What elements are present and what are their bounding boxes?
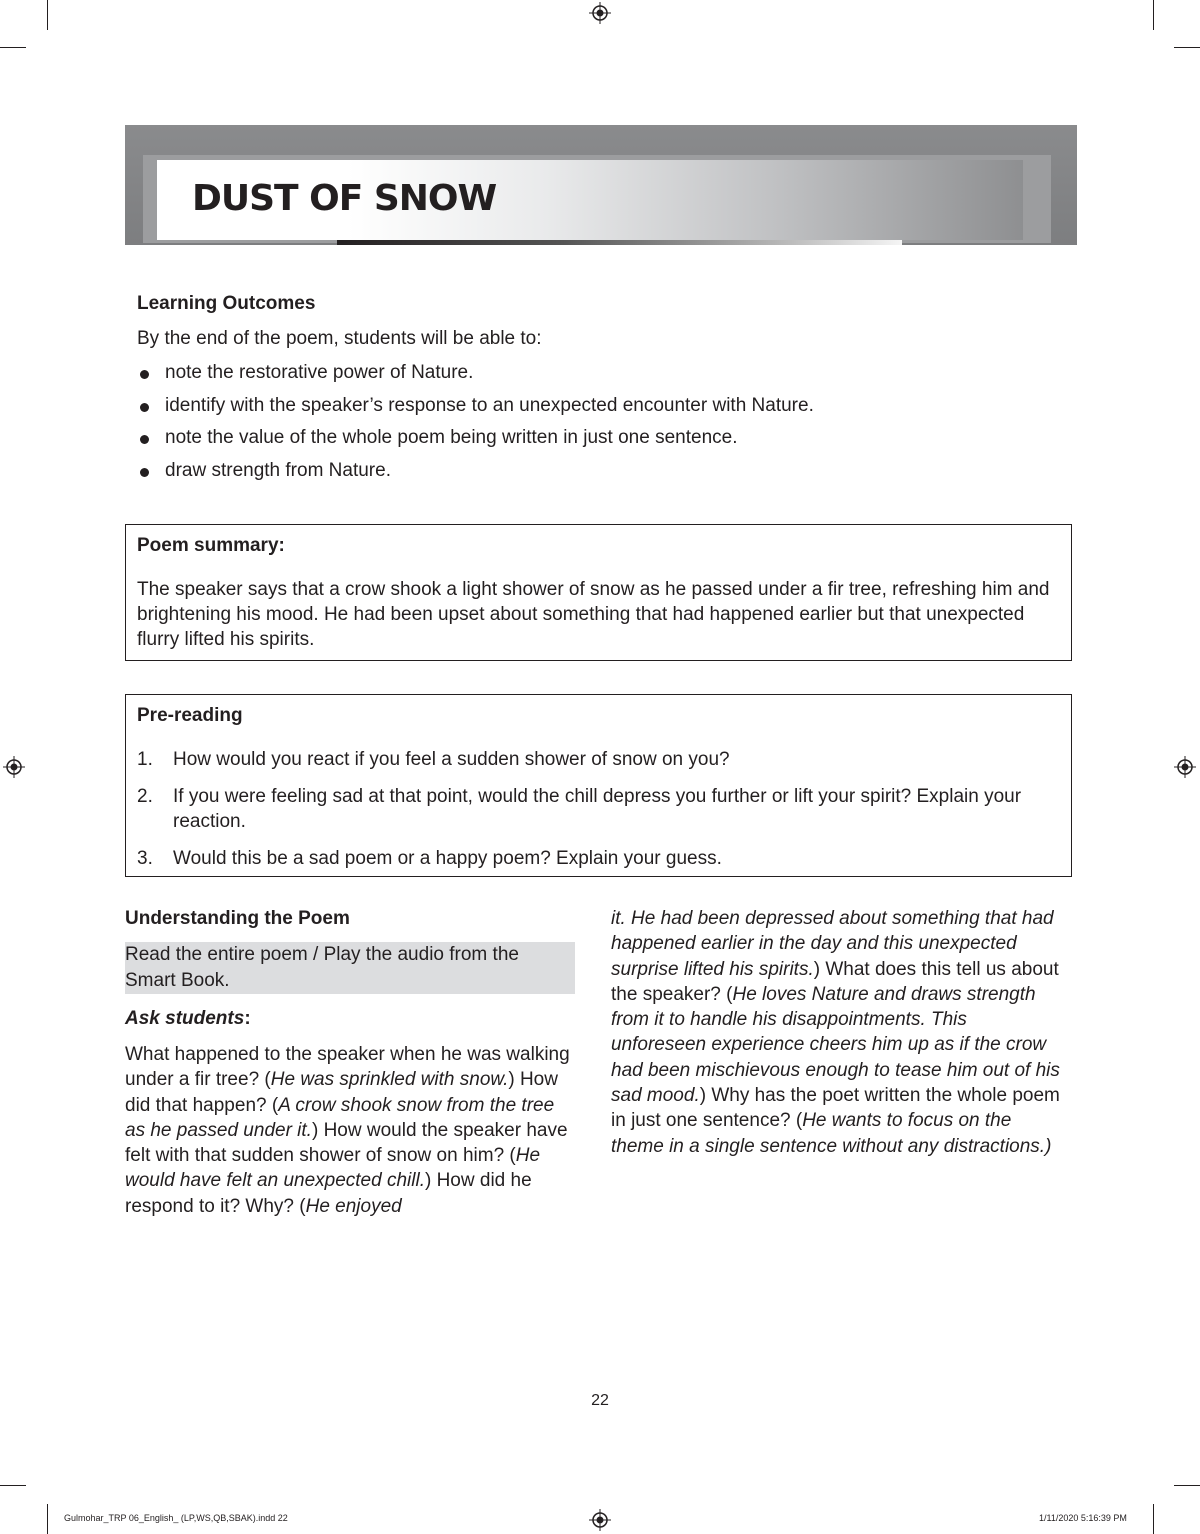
list-item: note the restorative power of Nature. [137, 357, 1037, 390]
learning-outcomes [137, 293, 1037, 487]
crop-mark [0, 47, 26, 48]
answer-text: He enjoyed [305, 1195, 402, 1217]
answer-text: A crow shook snow from the tree as he passed under it. [125, 1094, 555, 1141]
print-slug-date: 1/11/2020 5:16:39 PM [1039, 1513, 1127, 1523]
list-item [137, 747, 1037, 772]
list-item: identify with the speaker’s response to an unexpected encounter with Nature. [137, 390, 1037, 423]
item-number: 3. [137, 848, 153, 869]
smart-book-instruction: Read the entire poem / Play the audio from the Smart Book. [125, 942, 575, 994]
registration-mark-icon [589, 1509, 611, 1531]
crop-mark [0, 1485, 26, 1486]
crop-mark [47, 0, 48, 30]
understanding-left-column [125, 906, 575, 1219]
crop-mark [1153, 0, 1154, 30]
page-number: 22 [591, 1392, 609, 1409]
pre-reading-heading: Pre-reading [137, 705, 243, 726]
registration-mark-icon [3, 756, 25, 778]
question-text: ) What does this tell us about the speaker? ( [611, 958, 1059, 1005]
ask-label-colon: : [244, 1008, 251, 1029]
crop-mark [1174, 1485, 1200, 1486]
poem-summary-box [125, 524, 1072, 661]
pre-reading-list [137, 747, 1037, 883]
item-number: 1. [137, 749, 153, 770]
list-item [137, 846, 1037, 871]
poem-summary-text: The speaker says that a crow shook a light shower of snow as he passed under a fir tree, refreshing him and brightening his mood. He had been upset about something that had happened earlier but that unexpected flurry lifted his spirits. [137, 579, 1050, 650]
title-panel [157, 160, 1023, 240]
item-text: If you were feeling sad at that point, would the chill depress you further or lift your spirit? Explain your reaction. [173, 786, 1022, 832]
item-text: How would you react if you feel a sudden shower of snow on you? [173, 749, 730, 770]
answer-text: it. He had been depressed about something that had happened earlier in the day and this unexpected surprise lifted his spirits. [611, 908, 1054, 980]
title-underline [337, 240, 902, 245]
registration-mark-icon [1174, 756, 1196, 778]
learning-outcomes-list [137, 357, 1037, 487]
list-item: draw strength from Nature. [137, 455, 1037, 488]
questions-paragraph [125, 1042, 575, 1219]
ask-label-text: Ask students [125, 1008, 245, 1029]
question-text: ) How did he respond to it? Why? ( [125, 1170, 532, 1217]
question-text: ) How did that happen? ( [125, 1069, 558, 1116]
pre-reading-box [125, 694, 1072, 877]
answer-text: He loves Nature and draws strength from it to handle his disappointments. This unforeseen experience cheers him up as if the crow had been mischievous enough to tease him out of his sad mood. [611, 983, 1060, 1107]
learning-outcomes-intro: By the end of the poem, students will be able to: [137, 328, 542, 349]
print-slug-filename: Gulmohar_TRP 06_English_ (LP,WS,QB,SBAK).indd 22 [64, 1513, 288, 1523]
title-banner [125, 125, 1077, 245]
learning-outcomes-heading: Learning Outcomes [137, 293, 316, 314]
crop-mark [47, 1504, 48, 1534]
answer-text: He would have felt an unexpected chill. [125, 1145, 541, 1192]
understanding-right-column [611, 906, 1066, 1159]
question-text: ) Why has the poet written the whole poem in just one sentence? ( [611, 1085, 1060, 1132]
answer-text: He was sprinkled with snow. [270, 1069, 509, 1091]
registration-mark-icon [589, 2, 611, 24]
ask-students-label [125, 1006, 575, 1032]
list-item: note the value of the whole poem being written in just one sentence. [137, 422, 1037, 455]
question-text: ) How would the speaker have felt with that sudden shower of snow on him? ( [125, 1119, 568, 1167]
crop-mark [1174, 47, 1200, 48]
question-text: What happened to the speaker when he was walking under a fir tree? ( [125, 1044, 570, 1091]
answer-text: He wants to focus on the theme in a single sentence without any distractions.) [611, 1110, 1052, 1157]
crop-mark [1153, 1504, 1154, 1534]
list-item [137, 784, 1037, 834]
questions-paragraph-continued [611, 906, 1066, 1159]
page-title: DUST OF SNOW [192, 178, 497, 219]
item-number: 2. [137, 786, 153, 807]
item-text: Would this be a sad poem or a happy poem? Explain your guess. [173, 848, 722, 869]
poem-summary-heading: Poem summary: [137, 535, 285, 556]
understanding-heading: Understanding the Poem [125, 908, 350, 929]
